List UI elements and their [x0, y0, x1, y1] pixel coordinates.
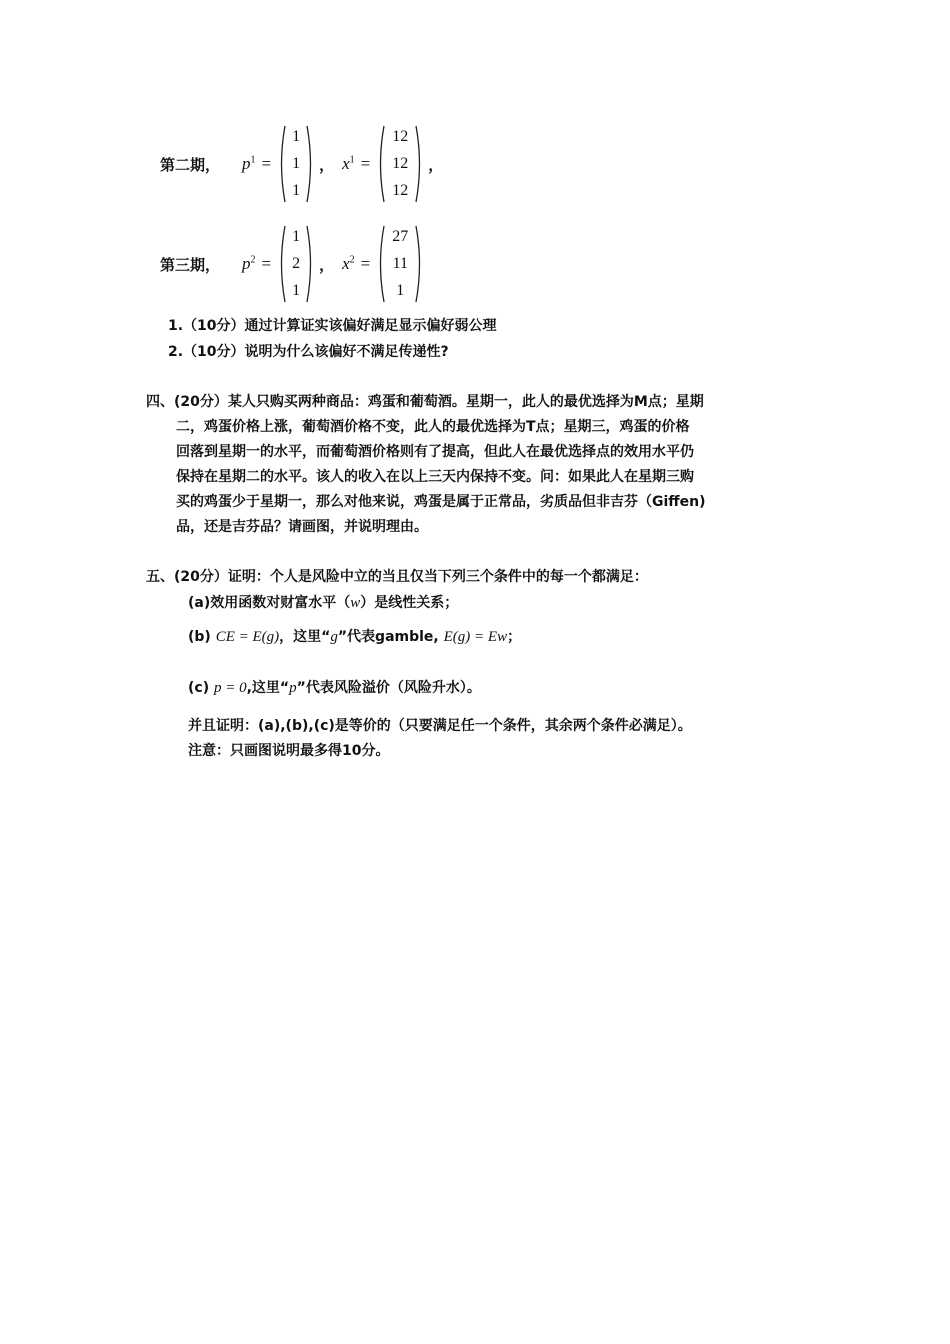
q5-condition-a: (a)效用函数对财富水平（w）是线性关系；: [188, 595, 459, 611]
left-paren: [277, 124, 287, 204]
price-vector: [277, 224, 315, 304]
right-paren: [414, 224, 424, 304]
vector-entry: 1: [396, 281, 405, 299]
q4-line: 品，还是吉芬品？请画图，并说明理由。: [176, 519, 428, 535]
q4-line: 四、(20分）某人只购买两种商品：鸡蛋和葡萄酒。星期一，此人的最优选择为M点；星期: [146, 394, 704, 410]
quantity-vector: [376, 224, 424, 304]
q5-condition-b: (b) CE = E(g)，这里“g”代表gamble, E(g) = Ew；: [188, 629, 522, 645]
left-paren: [376, 224, 386, 304]
q3-item-2: 2.（10分）说明为什么该偏好不满足传递性?: [168, 344, 449, 360]
price-symbol: $p^2$: [242, 254, 256, 273]
period-label: 第二期，: [160, 155, 221, 174]
q3-item-1: 1.（10分）通过计算证实该偏好满足显示偏好弱公理: [168, 318, 497, 334]
q4-line: 回落到星期一的水平，而葡萄酒价格则有了提高，但此人在最优选择点的效用水平仍: [176, 444, 694, 460]
right-paren: [305, 124, 315, 204]
quantity-symbol: $x^1$: [342, 154, 355, 173]
price-vector: [277, 124, 315, 204]
price-symbol: $p^1$: [242, 154, 256, 173]
q5-condition-c: (c) p = 0,这里“p”代表风险溢价（风险升水）。: [188, 680, 481, 696]
quantity-vector: [376, 124, 424, 204]
vector-entry: 11: [392, 254, 408, 272]
vector-entry: 1: [292, 228, 301, 246]
vector-entry: 2: [292, 254, 301, 272]
left-paren: [277, 224, 287, 304]
vector-entry: 1: [292, 281, 301, 299]
vector-entry: 12: [392, 128, 409, 146]
period-2-row: 第二期， $p^1$ = 1 1 1 ， $x^1$ = 12 12 12 ，: [160, 124, 451, 204]
vector-entry: 1: [292, 181, 301, 199]
vector-entry: 1: [292, 154, 301, 172]
q5-intro: 五、(20分）证明：个人是风险中立的当且仅当下列三个条件中的每一个都满足：: [146, 569, 648, 585]
left-paren: [376, 124, 386, 204]
q4-line: 买的鸡蛋少于星期一，那么对他来说，鸡蛋是属于正常品，劣质品但非吉芬（Giffen): [176, 494, 706, 510]
q4-line: 保持在星期二的水平。该人的收入在以上三天内保持不变。问：如果此人在星期三购: [176, 469, 694, 485]
vector-entry: 27: [392, 228, 409, 246]
q5-conclusion: 并且证明：(a),(b),(c)是等价的（只要满足任一个条件，其余两个条件必满足）。: [188, 718, 692, 734]
q5-note: 注意：只画图说明最多得10分。: [188, 743, 390, 759]
right-paren: [414, 124, 424, 204]
right-paren: [305, 224, 315, 304]
vector-entry: 1: [292, 128, 301, 146]
question-4: [146, 390, 816, 540]
vector-entry: 12: [392, 181, 409, 199]
period-label: 第三期，: [160, 255, 221, 274]
quantity-symbol: $x^2$: [342, 254, 355, 273]
vector-entry: 12: [392, 154, 409, 172]
q4-line: 二，鸡蛋价格上涨，葡萄酒价格不变，此人的最优选择为T点；星期三，鸡蛋的价格: [176, 419, 690, 435]
period-3-row: 第三期， $p^2$ = 1 2 1 ， $x^2$ = 27 11 1: [160, 224, 424, 304]
